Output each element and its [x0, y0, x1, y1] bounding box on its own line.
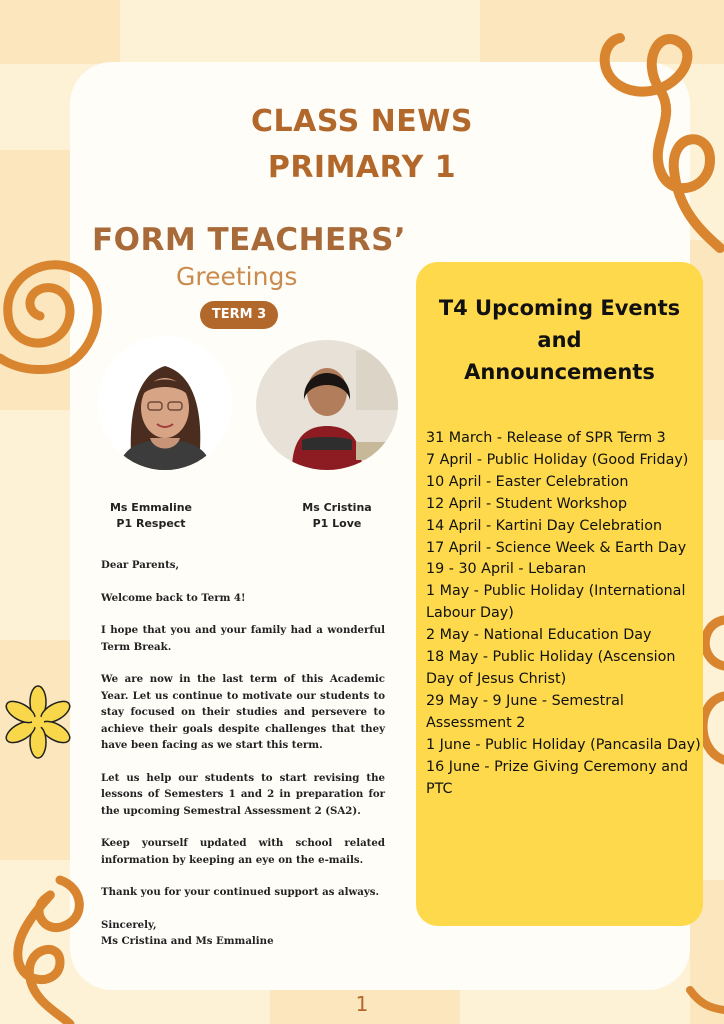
greetings-subheading: Greetings [176, 262, 298, 291]
event-item: 29 May - 9 June - Semestral Assessment 2 [426, 692, 624, 731]
portrait-image [256, 340, 398, 470]
events-title-line: T4 Upcoming Events [438, 296, 681, 320]
letter-closing: Sincerely, [101, 918, 157, 931]
event-item: 31 March - Release of SPR Term 3 [426, 430, 666, 446]
event-item: 18 May - Public Holiday (Ascension Day of Jesus Christ) [426, 649, 676, 687]
background-block [0, 0, 120, 64]
flower-icon [4, 684, 72, 760]
page-number: 1 [355, 992, 369, 1016]
event-item: 17 April - Science Week & Earth Day [426, 539, 687, 556]
term-badge: TERM 3 [200, 301, 278, 329]
teacher-class: P1 Respect [116, 517, 186, 530]
letter-paragraph: We are now in the last term of this Academic Year. Let us continue to motivate our students to stay focused on their studies and persevere to achieve their goals despite challenges that they have been facing as we start this term. [101, 673, 385, 751]
event-item: 2 May - National Education Day [426, 627, 652, 644]
event-item: 1 May - Public Holiday (International Labour Day) [426, 583, 686, 622]
letter-to-parents [101, 557, 385, 950]
teacher-name-emmaline [86, 500, 216, 532]
teacher-class: P1 Love [312, 517, 362, 530]
form-teachers-heading: FORM TEACHERS’ [92, 222, 407, 258]
teacher-name-cristina [272, 500, 402, 532]
newsletter-title-line2: PRIMARY 1 [267, 150, 457, 185]
event-item: 16 June - Prize Giving Ceremony and PTC [426, 758, 689, 797]
event-item: 19 - 30 April - Lebaran [426, 561, 587, 578]
events-panel [416, 262, 703, 926]
event-item: 10 April - Easter Celebration [426, 473, 629, 490]
letter-signature: Ms Cristina and Ms Emmaline [101, 935, 274, 947]
events-title [416, 292, 703, 388]
event-item: 1 June - Public Holiday (Pancasila Day) [426, 736, 701, 753]
letter-paragraph: I hope that you and your family had a wonderful Term Break. [101, 624, 385, 653]
swirl-top-right-icon [590, 20, 724, 260]
event-item: 7 April - Public Holiday (Good Friday) [426, 451, 689, 468]
newsletter-title-line1: CLASS NEWS [251, 104, 473, 139]
teacher-name: Ms Cristina [302, 501, 372, 514]
letter-paragraph: Keep yourself updated with school related information by keeping an eye on the e-mails. [101, 837, 385, 866]
teacher-photo-emmaline [98, 336, 232, 470]
letter-paragraph: Let us help our students to start revising the lessons of Semesters 1 and 2 in preparation for the upcoming Semestral Assessment 2 (SA2). [101, 771, 385, 817]
events-list [426, 428, 702, 800]
event-item: 12 April - Student Workshop [426, 495, 628, 512]
event-item: 14 April - Kartini Day Celebration [426, 517, 663, 534]
letter-paragraph: Welcome back to Term 4! [101, 591, 246, 604]
letter-salutation: Dear Parents, [101, 559, 180, 571]
events-title-line: Announcements [464, 360, 655, 384]
events-title-line: and [537, 328, 582, 352]
teacher-photo-cristina [256, 340, 398, 470]
teacher-name: Ms Emmaline [109, 501, 193, 514]
portrait-image [98, 336, 232, 470]
letter-paragraph: Thank you for your continued support as always. [101, 886, 380, 898]
